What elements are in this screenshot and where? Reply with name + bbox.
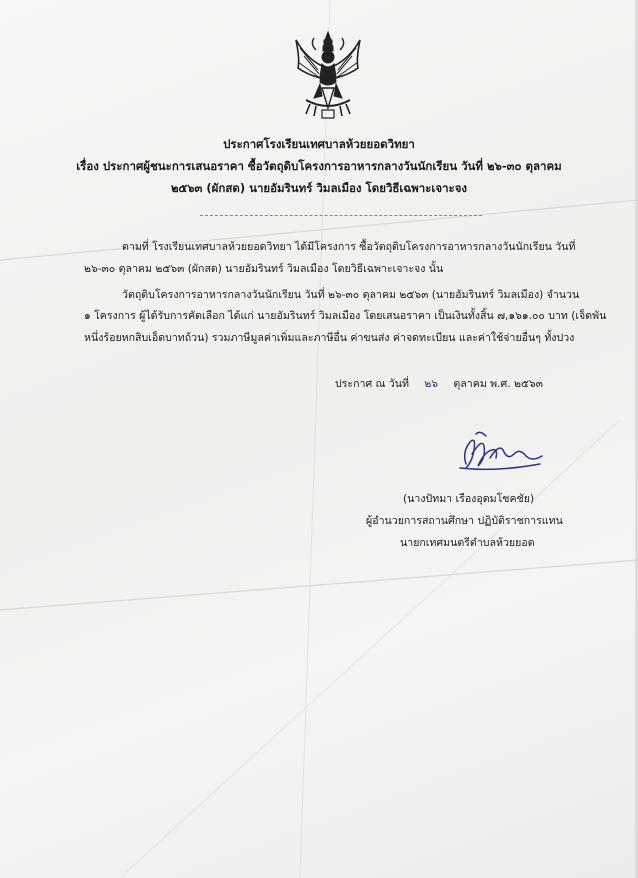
handwritten-signature [456,428,546,476]
signatory-name: (นางปัทมา เรืองอุดมโชคชัย) [403,493,535,505]
paragraph-1-line-2: ๒๖-๓๐ ตุลาคม ๒๕๖๓ (ผักสด) นายอัมรินทร์ วิมลเมือง โดยวิธีเฉพาะเจาะจง นั้น [84,263,444,275]
announce-day: ๒๖ [424,378,439,390]
announce-date [335,375,543,392]
paragraph-2-line-3: หนึ่งร้อยหกสิบเอ็ดบาทถ้วน) รวมภาษีมูลค่าเพิ่มและภาษีอื่น ค่าขนส่ง ค่าจดทะเบียน และค่าใช้จ่ายอื่นๆ ทั้งปวง [84,332,575,344]
subject-line-1: เรื่อง ประกาศผู้ชนะการเสนอราคา ซื้อวัตถุดิบโครงการอาหารกลางวันนักเรียน วันที่ ๒๖-๓๐ ตุลาคม [76,159,562,173]
subject-line-2: ๒๕๖๓ (ผักสด) นายอัมรินทร์ วิมลเมือง โดยวิธีเฉพาะเจาะจง [170,181,468,195]
announce-suffix: ตุลาคม พ.ศ. ๒๕๖๓ [453,378,543,390]
announce-prefix: ประกาศ ณ วันที่ [335,378,409,390]
paragraph-2-line-2: ๑ โครงการ ผู้ได้รับการคัดเลือก ได้แก่ นายอัมรินทร์ วิมลเมือง โดยเสนอราคา เป็นเงินทั้งสิ้น ๗,๑๖๑.๐๐ บาท (เจ็ดพัน [84,310,607,322]
signatory-position-2: นายกเทศมนตรีตำบลห้วยยอด [400,537,535,549]
separator-line [200,215,482,216]
signatory-position-1: ผู้อำนวยการสถานศึกษา ปฏิบัติราชการแทน [366,515,563,527]
garuda-emblem-icon [292,30,364,122]
document-title: ประกาศโรงเรียนเทศบาลห้วยยอดวิทยา [223,137,415,151]
paragraph-2-line-1: วัตถุดิบโครงการอาหารกลางวันนักเรียน วันที่ ๒๖-๓๐ ตุลาคม ๒๕๖๓ (นายอัมรินทร์ วิมลเมือง) จำนวน [122,289,580,301]
paragraph-1-line-1: ตามที่ โรงเรียนเทศบาลห้วยยอดวิทยา ได้มีโครงการ ซื้อวัตถุดิบโครงการอาหารกลางวันนักเรียน วันที่ [122,241,576,253]
